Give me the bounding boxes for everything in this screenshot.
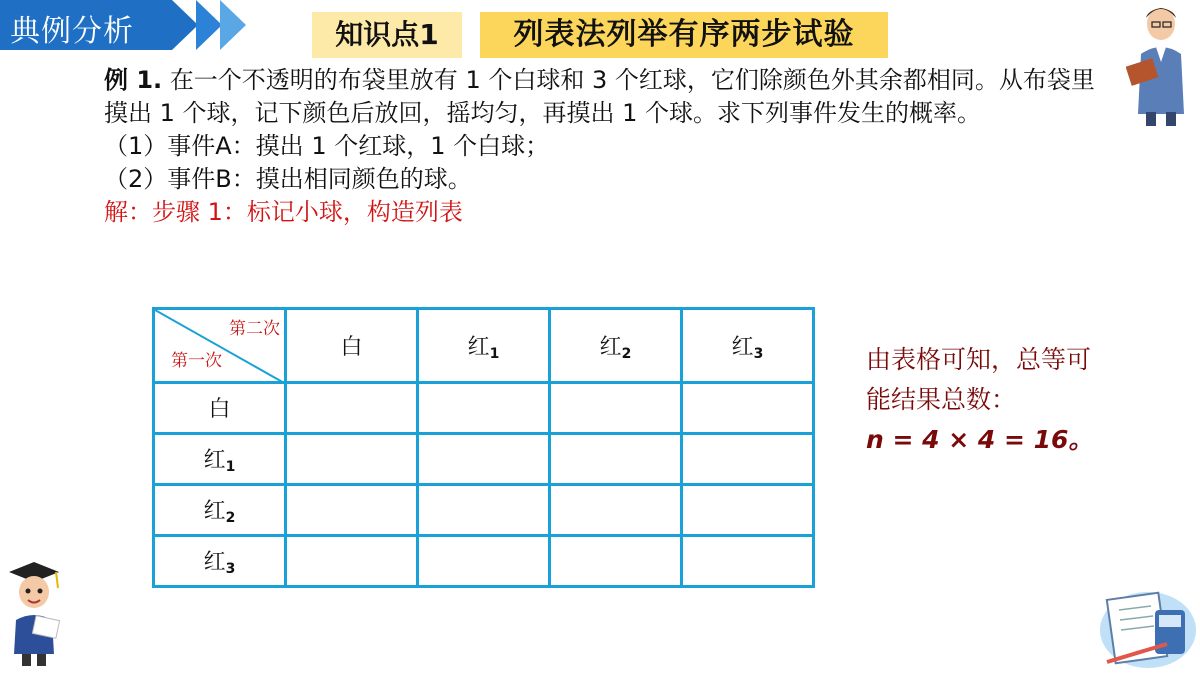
corner-label-first: 第一次 xyxy=(171,351,222,371)
table-cell xyxy=(418,485,550,536)
question-2: （2）事件B：摸出相同颜色的球。 xyxy=(104,165,472,193)
section-title: 典例分析 xyxy=(10,14,134,49)
conclusion-line-1: 由表格可知，总等可 xyxy=(866,345,1092,374)
column-header: 红$_1$ xyxy=(418,309,550,383)
conclusion-block xyxy=(866,340,1166,460)
outcome-table xyxy=(152,307,815,588)
table-header-row xyxy=(154,309,814,383)
table-row xyxy=(154,485,814,536)
chevron-decoration xyxy=(172,0,198,50)
chevron-decoration xyxy=(220,0,246,50)
table-cell xyxy=(682,536,814,587)
column-header: 白 xyxy=(286,309,418,383)
table-cell xyxy=(286,485,418,536)
table-cell xyxy=(550,434,682,485)
table-cell xyxy=(418,434,550,485)
table-cell xyxy=(418,536,550,587)
table-row xyxy=(154,383,814,434)
table-cell xyxy=(682,383,814,434)
table-cell xyxy=(550,536,682,587)
chevron-decoration xyxy=(196,0,222,50)
conclusion-line-2: 能结果总数： xyxy=(866,385,1017,414)
problem-text xyxy=(104,64,1114,130)
table-cell xyxy=(682,434,814,485)
topic-title: 列表法列举有序两步试验 xyxy=(480,12,888,58)
table-cell xyxy=(286,383,418,434)
table-cell xyxy=(550,485,682,536)
table-row xyxy=(154,434,814,485)
table-corner-cell xyxy=(154,309,286,383)
conclusion-formula: n = 4 × 4 = 16。 xyxy=(866,425,1094,454)
problem-block xyxy=(104,64,1114,229)
problem-label: 例 1. xyxy=(104,66,163,94)
teacher-illustration-icon xyxy=(1126,2,1196,127)
table-cell xyxy=(286,536,418,587)
row-header: 红$_3$ xyxy=(154,536,286,587)
knowledge-point-label: 知识点1 xyxy=(312,12,462,58)
corner-label-second: 第二次 xyxy=(229,319,280,339)
problem-body: 在一个不透明的布袋里放有 1 个白球和 3 个红球，它们除颜色外其余都相同。从布袋里摸出 1 个球，记下颜色后放回，摇均匀，再摸出 1 个球。求下列事件发生的概率。 xyxy=(104,66,1095,127)
row-header: 红$_1$ xyxy=(154,434,286,485)
solution-step: 解：步骤 1：标记小球，构造列表 xyxy=(104,198,463,226)
table-cell xyxy=(682,485,814,536)
table-cell xyxy=(418,383,550,434)
column-header: 红$_3$ xyxy=(682,309,814,383)
table-row xyxy=(154,536,814,587)
question-1: （1）事件A：摸出 1 个红球，1 个白球； xyxy=(104,132,550,160)
notebook-illustration-icon xyxy=(1093,580,1198,672)
table-cell xyxy=(286,434,418,485)
row-header: 红$_2$ xyxy=(154,485,286,536)
column-header: 红$_2$ xyxy=(550,309,682,383)
table-cell xyxy=(550,383,682,434)
row-header: 白 xyxy=(154,383,286,434)
student-illustration-icon xyxy=(4,558,64,668)
